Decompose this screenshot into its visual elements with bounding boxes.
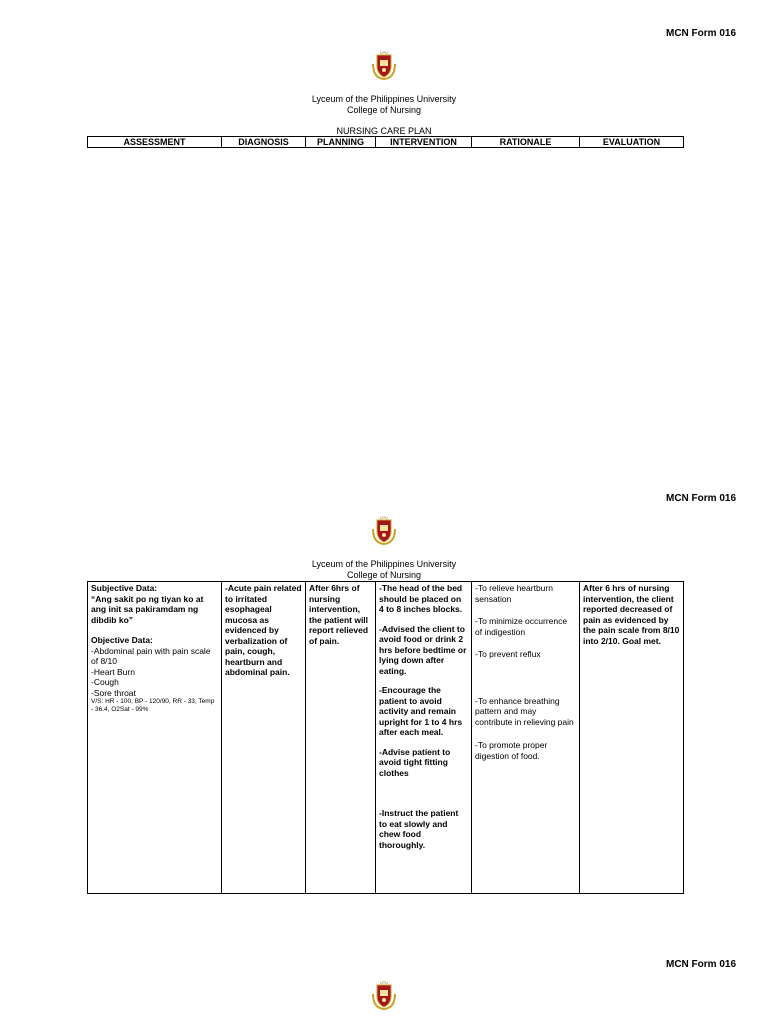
diagnosis-text: -Acute pain related to irritated esophageal mucosa as evidenced by verbalization of pain, cough, heartburn and abdominal pain. (225, 583, 302, 677)
objective-item: -Cough (91, 677, 119, 687)
subjective-quote: “Ang sakit po ng tiyan ko at ang init sa pakiramdam ng dibdib ko” (91, 593, 204, 625)
college-name: College of Nursing (346, 570, 422, 580)
planning-cell (306, 582, 376, 894)
page-3 (0, 954, 768, 1024)
intervention-item: -Advised the client to avoid food or drink 2 hrs before bedtime or lying down after eating. (379, 623, 467, 676)
header-diagnosis: DIAGNOSIS (222, 137, 306, 148)
logo-label: LPU (380, 980, 388, 985)
vital-signs: V/S: HR - 100, BP - 120/90, RR - 33, Temp - 36.4, O2Sat - 99% (91, 698, 215, 713)
subjective-label: Subjective Data: (91, 583, 158, 593)
intervention-item: -Advise patient to avoid tight fitting clothes (379, 746, 451, 778)
intervention-cell (376, 582, 472, 894)
intervention-item: -Encourage the patient to avoid activity and remain upright for 1 to 4 hrs after each meal. (379, 685, 463, 737)
rationale-cell (472, 582, 580, 894)
rationale-item: -To relieve heartburn sensation (475, 583, 553, 604)
form-code: MCN Form 016 (665, 493, 736, 504)
evaluation-text: After 6 hrs of nursing intervention, the client reported decreased of pain as evidenced by the pain scale from 8/10 into 2/10. Goal met. (583, 583, 680, 646)
university-name: Lyceum of the Philippines University (311, 559, 457, 569)
care-plan-table (87, 581, 684, 894)
header-intervention: INTERVENTION (376, 137, 472, 148)
header-assessment: ASSESSMENT (88, 137, 222, 148)
header-planning: PLANNING (306, 137, 376, 148)
university-logo (370, 513, 398, 545)
university-logo (370, 978, 398, 1010)
form-code: MCN Form 016 (665, 959, 736, 970)
diagnosis-cell (222, 582, 306, 894)
assessment-cell (88, 582, 222, 894)
header-rationale: RATIONALE (472, 137, 580, 148)
intervention-item: -The head of the bed should be placed on 4 to 8 inches blocks. (379, 583, 463, 614)
page-1 (0, 0, 768, 470)
university-name: Lyceum of the Philippines University (311, 94, 457, 104)
care-plan-row (88, 582, 684, 894)
rationale-item: -To minimize occurrence of indigestion (475, 616, 568, 637)
objective-item: -Heart Burn (91, 666, 135, 677)
page-2 (0, 488, 768, 958)
rationale-item: -To promote proper digestion of food. (475, 740, 548, 761)
planning-text: After 6hrs of nursing intervention, the patient will report relieved of pain. (309, 583, 369, 646)
objective-item: -Sore throat (91, 687, 136, 698)
care-plan-header-table (87, 136, 684, 148)
objective-item: -Abdominal pain with pain scale of 8/10 (91, 645, 211, 666)
intervention-item: -Instruct the patient to eat slowly and chew food thoroughly. (379, 808, 459, 850)
rationale-item: -To prevent reflux (475, 649, 541, 659)
logo-label: LPU (380, 515, 388, 520)
form-code: MCN Form 016 (665, 28, 736, 39)
objective-label: Objective Data: (91, 635, 153, 645)
evaluation-cell (580, 582, 684, 894)
logo-label: LPU (380, 50, 388, 55)
university-logo (370, 48, 398, 80)
header-evaluation: EVALUATION (580, 137, 684, 148)
plan-title: NURSING CARE PLAN (336, 126, 432, 136)
rationale-item: -To enhance breathing pattern and may contribute in relieving pain (475, 695, 574, 727)
college-name: College of Nursing (346, 105, 422, 115)
